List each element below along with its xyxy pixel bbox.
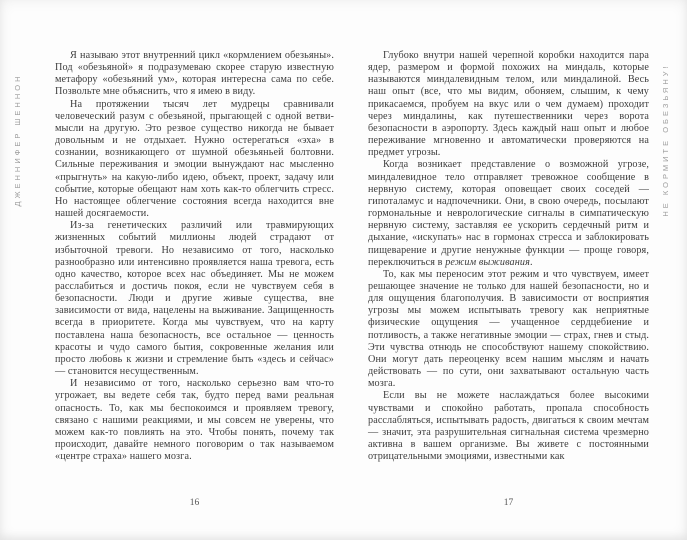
paragraph-text: . [529,256,533,268]
paragraph: Я называю этот внутренний цикл «кормлением обезьяны». Под «обезьяной» я подразумеваю скорее старую известную метафору «обезьяний ум», которая интересна сама по себе. Позвольте мне объяснить, что я имею в виду. [55,50,334,98]
paragraph: На протяжении тысяч лет мудрецы сравнивали человеческий разум с обезьяной, прыгающей с одной ветви-мысли на другую. Это резвое существо никогда не бывает довольным и не отдыхает. Нужно остерегаться «эха» в сознании, возникающего от шумной обезьяньей болтовни. Сильные переживания и эмоции вынуждают нас мысленно «прыгнуть» на какую-либо идею, объект, проект, задачу или событие, которые обещают нам хоть как-то облегчить стресс. Но настоящее облегчение состояния всегда находится вне нашей досягаемости. [55,98,334,220]
italic-phrase: режим выживания [445,256,530,268]
paragraph: То, как мы переносим этот режим и что чувствуем, имеет решающее значение не только для нашей безопасности, но и для ощущения благополучия. В зависимости от восприятия угрозы мы можем испытывать тревогу как неприятные физические ощущения — учащенное сердцебиение и потливость, а также негативные эмоции — страх, гнев и стыд. Эти чувства отнюдь не способствуют нашему спокойствию. Они могут дать переоценку всем нашим мыслям и начать действовать — по сути, они захватывают остальную часть мозга. [368,268,649,390]
page-number-left: 16 [189,498,200,508]
paragraph: И независимо от того, насколько серьезно вам что-то угрожает, вы ведете себя так, будто перед вами реальная опасность. То, как мы беспокоимся и проявляем тревогу, связано с нашими реакциями, и мы совсем не уверены, что можем как-то повлиять на это. Чтобы понять, почему так происходит, давайте немного поговорим о так называемом «центре страха» нашего мозга. [55,378,334,463]
paragraph: Если вы не можете наслаждаться более высокими чувствами и спокойно работать, пропала способность расслабляться, испытывать радость, двигаться к своим мечтам — значит, эта разрушительная сигнальная система чрезмерно активна в вашем организме. Вы живете с постоянными отрицательными эмоциями, известными как [368,390,649,463]
page-number-right: 17 [503,498,514,508]
author-spine-label: ДЖЕННИФЕР ШЕННОН [13,73,22,207]
page-left [55,50,334,463]
paragraph [368,159,649,268]
book-title-spine-label: НЕ КОРМИТЕ ОБЕЗЬЯНУ! [661,63,670,217]
page-right [368,50,649,463]
paragraph-text: Когда возникает представление о возможной угрозе, миндалевидное тело отправляет тревожное сообщение в нервную систему, которая оповещает своих соседей — гипоталамус и надпочечники. Они, в свою очередь, посылают гормональные и неврологические сигналы в симпатическую нервную систему, заставляя ее ускорить сердечный ритм и дыхание, «искупать» нас в гормонах стресса и заблокировать пищеварение и другие ненужные функции — проще говоря, переключиться в [368,159,649,268]
paragraph: Из-за генетических различий или травмирующих жизненных событий миллионы людей страдают от избыточной тревоги. Но независимо от того, насколько разнообразно или интенсивно проявляется наша тревога, есть одно качество, которое всех нас объединяет. Мы не можем расслабиться и достичь покоя, если не чувствуем себя в безопасности. Люди и другие живые существа, вне зависимости от вида, нацелены на выживание. Защищенность всегда в приоритете. Когда мы чувствуем, что на карту поставлена наша безопасность, все остальное — ценность красоты и чудо самого бытия, сокровенные желания или просто любовь к жизни и стремление быть «здесь и сейчас» — становится несущественным. [55,220,334,378]
paragraph: Глубоко внутри нашей черепной коробки находится пара ядер, размером и формой похожих на миндаль, которые называются миндалевидным телом, или миндалиной. Весь наш опыт (все, что мы видим, обоняем, слышим, к чему прикасаемся, пробуем на вкус или о чем думаем) проходит через миндалины, как путешественники через ворота безопасности в аэропорту. Здесь каждый наш опыт и любое переживание мгновенно и автоматически проверяются на предмет угрозы. [368,50,649,159]
